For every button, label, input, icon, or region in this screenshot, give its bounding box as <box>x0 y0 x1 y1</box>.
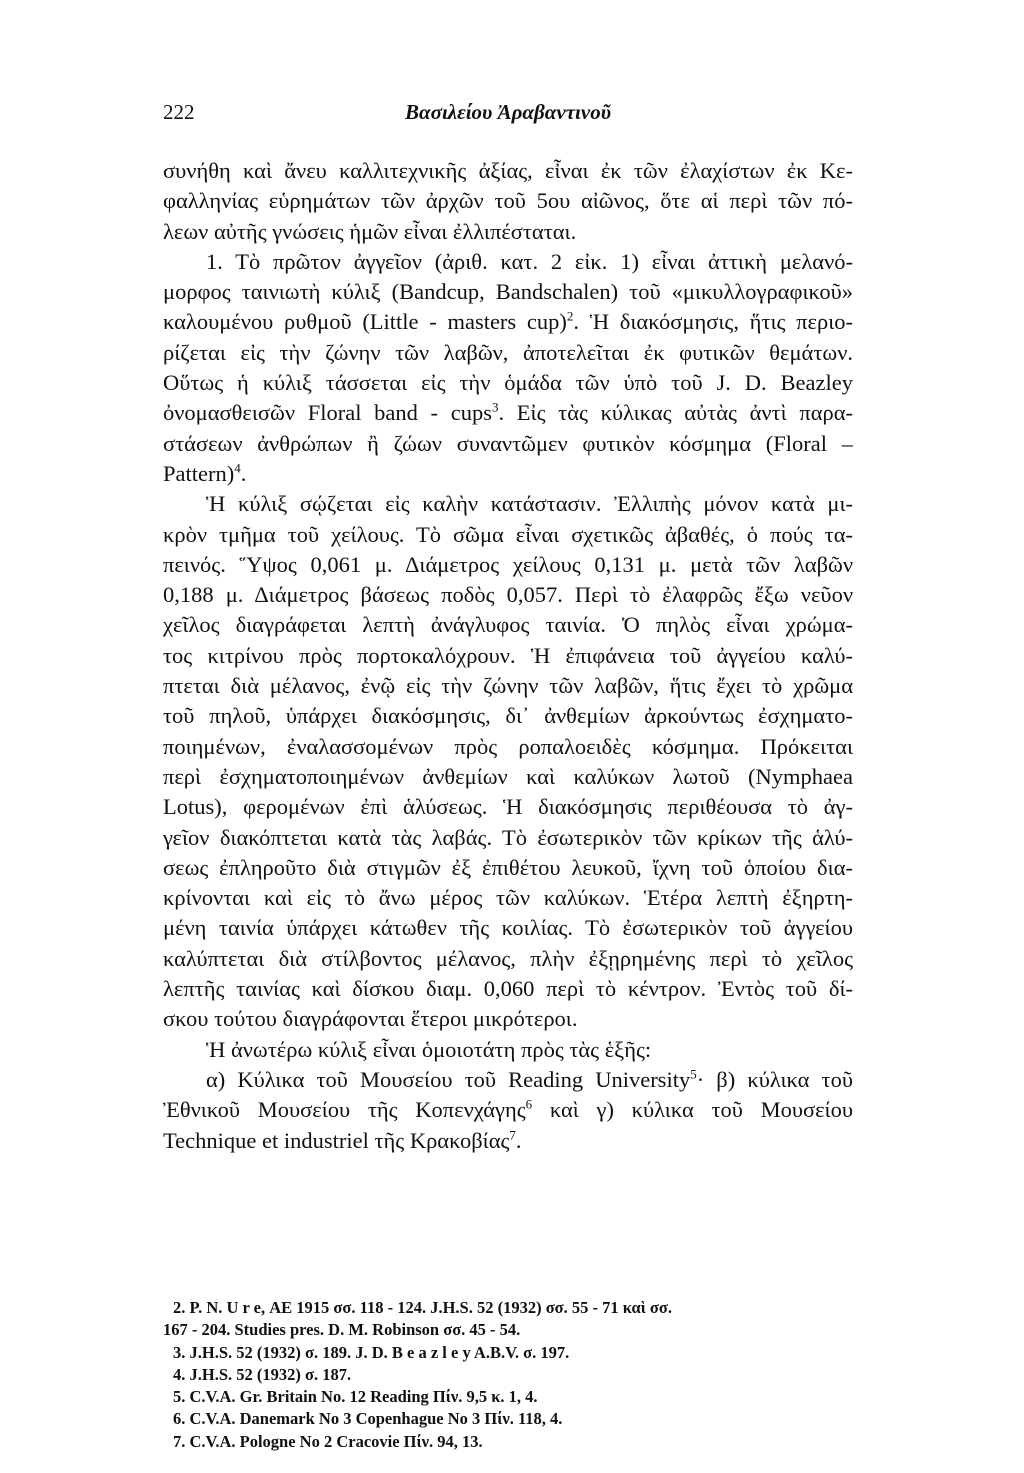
text-line: πεινός. Ὕψος 0,061 μ. Διάμετρος χείλους 0,131 μ. μετὰ τῶν λαβῶν <box>163 551 853 577</box>
footnote: 4. J.H.S. 52 (1932) σ. 187. <box>173 1364 352 1384</box>
page-number: 222 <box>163 100 195 124</box>
text-line: λεων αὐτῆς γνώσεις ἡμῶν εἶναι ἐλλιπέσταται. <box>163 218 577 244</box>
footnote-ref: 3 <box>491 399 499 415</box>
text-line: κρὸν τμῆμα τοῦ χείλους. Τὸ σῶμα εἶναι σχετικῶς ἀβαθές, ὁ πούς τα- <box>163 521 853 547</box>
footnote-continuation: 167 - 204. Studies pres. D. M. Robinson σσ. 45 - 54. <box>163 1320 521 1340</box>
text-line: πτεται διὰ μέλανος, ἐνῷ εἰς τὴν ζώνην τῶν λαβῶν, ἥτις ἔχει τὸ χρῶμα <box>163 673 853 699</box>
text-line: καλύπτεται διὰ στίλβοντος μέλανος, πλὴν ἐξῃρημένης περὶ τὸ χεῖλος <box>163 945 853 971</box>
footnote: 5. C.V.A. Gr. Britain No. 12 Reading Πίν. 9,5 κ. 1, 4. <box>173 1387 538 1407</box>
text-line: γεῖον διακόπτεται κατὰ τὰς λαβάς. Τὸ ἐσωτερικὸν τῶν κρίκων τῆς ἁλύ- <box>163 824 853 850</box>
page-header <box>163 100 853 130</box>
text-line: μένη ταινία ὑπάρχει κάτωθεν τῆς κοιλίας. Τὸ ἐσωτερικὸν τοῦ ἀγγείου <box>163 915 853 941</box>
text-line: λεπτῆς ταινίας καὶ δίσκου διαμ. 0,060 περὶ τὸ κέντρον. Ἐντὸς τοῦ δί- <box>163 976 853 1002</box>
text-line: μορφος ταινιωτὴ κύλιξ (Bandcup, Bandschalen) τοῦ «μικυλλογραφικοῦ» <box>163 279 853 305</box>
footnote: 6. C.V.A. Danemark No 3 Copenhague No 3 Πίν. 118, 4. <box>173 1409 563 1429</box>
text-line: ποιημένων, ἐναλασσομένων πρὸς ροπαλοειδὲς κόσμημα. Πρόκειται <box>163 733 853 759</box>
text-line: Lotus), φερομένων ἐπὶ ἁλύσεως. Ἡ διακόσμησις περιθέουσα τὸ ἀγ- <box>163 794 853 820</box>
text-line: 0,188 μ. Διάμετρος βάσεως ποδὸς 0,057. Περὶ τὸ ἐλαφρῶς ἔξω νεῦον <box>163 582 853 608</box>
text-line: Ἡ ἀνωτέρω κύλιξ εἶναι ὁμοιοτάτη πρὸς τὰς ἑξῆς: <box>206 1036 652 1062</box>
footnote: 2. P. N. U r e, ΑΕ 1915 σσ. 118 - 124. J.H.S. 52 (1932) σσ. 55 - 71 καὶ σσ. <box>173 1298 672 1317</box>
text-line: α) Κύλικα τοῦ Μουσείου τοῦ Reading University$^5$· β) κύλικα τοῦ <box>206 1066 853 1092</box>
text-line: φαλληνίας εὑρημάτων τῶν ἀρχῶν τοῦ 5ου αἰῶνος, ὅτε αἱ περὶ τῶν πό- <box>163 188 853 214</box>
text-line: τος κιτρίνου πρὸς πορτοκαλόχρουν. Ἡ ἐπιφάνεια τοῦ ἀγγείου καλύ- <box>163 642 853 668</box>
text-line: συνήθη καὶ ἄνευ καλλιτεχνικῆς ἀξίας, εἶναι ἐκ τῶν ἐλαχίστων ἐκ Κε- <box>163 158 853 183</box>
text-line: 1. Τὸ πρῶτον ἀγγεῖον (ἀριθ. κατ. 2 εἰκ. 1) εἶναι ἀττικὴ μελανό- <box>206 248 853 274</box>
footnote-ref: 7 <box>509 1127 516 1142</box>
footnote: 3. J.H.S. 52 (1932) σ. 189. J. D. B e a z l e y A.B.V. σ. 197. <box>173 1342 570 1362</box>
text-line: Ἡ κύλιξ σῴζεται εἰς καλὴν κατάστασιν. Ἐλλιπὴς μόνον κατὰ μι- <box>206 491 853 517</box>
text-line: περὶ ἐσχηματοποιημένων ἀνθεμίων καὶ καλύκων λωτοῦ (Nymphaea <box>163 763 853 789</box>
text-line: ρίζεται εἰς τὴν ζώνην τῶν λαβῶν, ἀποτελεῖται ἐκ φυτικῶν θεμάτων. <box>163 339 853 365</box>
text-line: Pattern)$^4$. <box>163 460 247 486</box>
text-line: ὀνομασθεισῶν Floral band - cups$^3$. Εἰς τὰς κύλικας αὐτὰς ἀντὶ παρα- <box>163 399 853 426</box>
text-line: σεως ἐπληροῦτο διὰ στιγμῶν ἐξ ἐπιθέτου λευκοῦ, ἴχνη τοῦ ὁποίου δια- <box>163 854 853 880</box>
footnote-ref: 6 <box>525 1096 533 1112</box>
text-line: χεῖλος διαγράφεται λεπτὴ ἀνάγλυφος ταινία. Ὁ πηλὸς εἶναι χρώμα- <box>163 612 853 638</box>
text-line: κρίνονται καὶ εἰς τὸ ἄνω μέρος τῶν καλύκων. Ἑτέρα λεπτὴ ἐξηρτη- <box>163 885 853 911</box>
text-line: καλουμένου ρυθμοῦ (Little - masters cup)$^2$. Ἡ διακόσμησις, ἥτις περιο- <box>163 308 853 335</box>
text-line: Technique et industriel τῆς Κρακοβίας$^7$. <box>163 1127 522 1153</box>
text-line: τοῦ πηλοῦ, ὑπάρχει διακόσμησις, δι᾽ ἀνθεμίων ἀρκούντως ἐσχηματο- <box>163 703 853 729</box>
footnotes <box>163 1297 853 1453</box>
text-line: Οὕτως ἡ κύλιξ τάσσεται εἰς τὴν ὁμάδα τῶν ὑπὸ τοῦ J. D. Beazley <box>163 370 853 396</box>
text-line: σκου τούτου διαγράφονται ἕτεροι μικρότεροι. <box>163 1006 578 1032</box>
footnote: 7. C.V.A. Pologne No 2 Cracovie Πίν. 94, 13. <box>173 1431 483 1451</box>
footnote-ref: 2 <box>566 308 574 324</box>
text-line: στάσεων ἀνθρώπων ἢ ζώων συναντῶμεν φυτικὸν κόσμημα (Floral – <box>163 430 853 456</box>
text-line: Ἐθνικοῦ Μουσείου τῆς Κοπενχάγης$^6$ καὶ γ) κύλικα τοῦ Μουσείου <box>163 1096 853 1123</box>
running-head: Βασιλείου Ἀραβαντινοῦ <box>405 100 611 124</box>
body-text <box>163 156 853 1156</box>
footnote-ref: 4 <box>234 460 241 476</box>
footnote-ref: 5 <box>690 1066 697 1082</box>
